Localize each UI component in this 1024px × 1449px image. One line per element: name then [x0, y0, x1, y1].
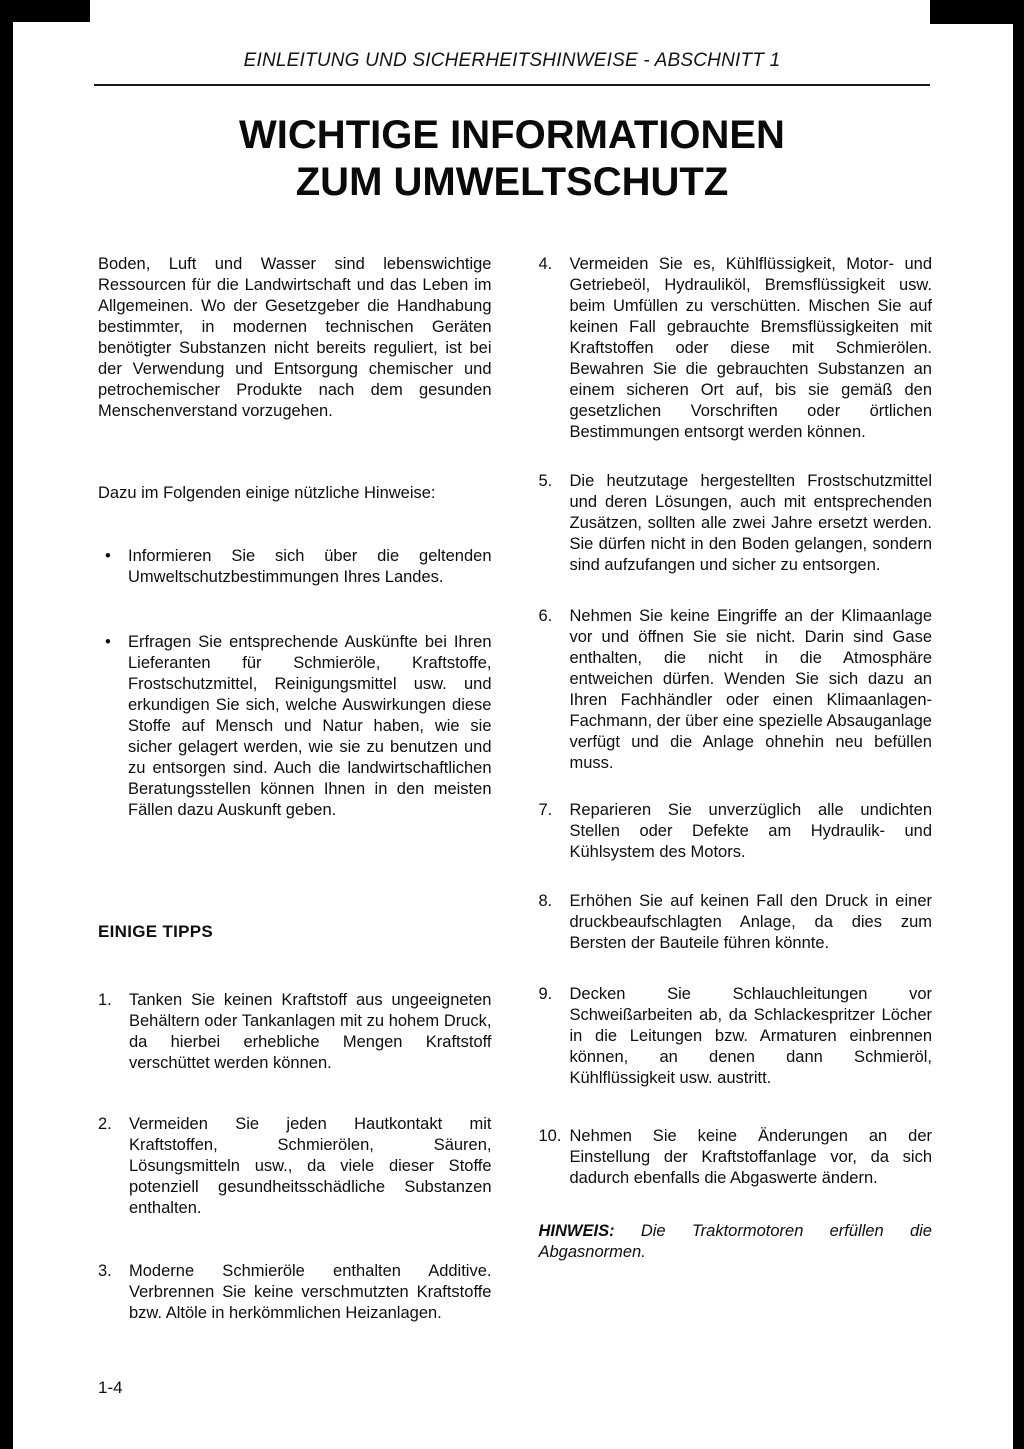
right-column [539, 254, 933, 1398]
page-title-line-1: WICHTIGE INFORMATIONEN [239, 113, 785, 157]
note-paragraph [539, 1221, 933, 1263]
intro-paragraph: Boden, Luft und Wasser sind lebenswichtige Ressourcen für die Landwirtschaft und das Leben im Allgemeinen. Wo der Gesetzgeber die Handhabung bestimmter, in modernen technischen Geräten benötigter Substanzen nicht bereits reguliert, ist bei der Verwendung und Entsorgung chemischer und petrochemischer Produkte nach dem gesunden Menschenverstand vorzugehen. [98, 255, 492, 420]
page-title [0, 112, 1024, 206]
item-number: 1. [98, 991, 112, 1009]
scan-artifact-left-edge [0, 0, 13, 1449]
numbered-item [539, 254, 933, 443]
item-number: 8. [538, 892, 553, 910]
numbered-item [539, 891, 933, 954]
item-text: Vermeiden Sie jeden Hautkontakt mit Kraftstoffen, Schmierölen, Säuren, Lösungsmitteln usw., da viele dieser Stoffe potenziell gesundheitsschädliche Substanzen enthalten. [129, 1115, 492, 1217]
item-number: 3. [98, 1262, 112, 1280]
two-column-body [0, 254, 1024, 1398]
left-column [98, 254, 492, 1398]
numbered-item [539, 471, 933, 576]
scan-artifact-top-left [0, 0, 90, 22]
numbered-item [539, 800, 933, 863]
item-number: 4. [538, 255, 553, 273]
bullet-text: Informieren Sie sich über die geltenden Umweltschutzbestimmungen Ihres Landes. [128, 547, 492, 586]
bullet-item [98, 546, 492, 588]
tips-heading: EINIGE TIPPS [98, 922, 214, 941]
numbered-item [98, 1261, 492, 1324]
header-rule [94, 84, 930, 86]
item-text: Nehmen Sie keine Eingriffe an der Klimaanlage vor und öffnen Sie sie nicht. Darin sind Gase enthalten, die nicht in die Atmosphäre entweichen dürfen. Wenden Sie sich dazu an Ihren Fachhändler oder einen Klimaanlagen-Fachmann, der über eine spezielle Absauganlage verfügt und die Anlage ohnehin neu befüllen muss. [569, 607, 932, 772]
item-text: Decken Sie Schlauchleitungen vor Schweißarbeiten ab, da Schlackespritzer Löcher in die Leitungen bzw. Armaturen einbrennen können, an denen dann Schmieröl, Kühlflüssigkeit usw. austritt. [569, 985, 932, 1087]
numbered-item [98, 990, 492, 1074]
numbered-item [539, 1126, 933, 1189]
numbered-item [539, 606, 933, 774]
item-text: Reparieren Sie unverzüglich alle undichten Stellen oder Defekte am Hydraulik- und Kühlsystem des Motors. [569, 801, 932, 861]
item-number: 9. [538, 985, 553, 1003]
scan-artifact-top-right [930, 0, 1024, 24]
bullet-marker: • [105, 547, 111, 565]
item-number: 2. [98, 1115, 112, 1133]
item-text: Tanken Sie keinen Kraftstoff aus ungeeigneten Behältern oder Tankanlagen mit zu hohem Druck, da hierbei erhebliche Mengen Kraftstoff verschüttet werden können. [129, 991, 492, 1072]
note-text: Die Traktormotoren erfüllen die Abgasnormen. [538, 1222, 932, 1261]
item-number: 7. [538, 801, 553, 819]
item-number: 5. [538, 472, 553, 490]
item-text: Moderne Schmieröle enthalten Additive. Verbrennen Sie keine verschmutzten Kraftstoffe bzw. Altöle in herkömmlichen Heizanlagen. [129, 1262, 492, 1322]
page-header [0, 0, 1024, 86]
item-text: Erhöhen Sie auf keinen Fall den Druck in einer druckbeaufschlagten Anlage, da dies zum Bersten der Bauteile führen könnte. [569, 892, 932, 952]
page-title-line-2: ZUM UMWELTSCHUTZ [295, 160, 729, 204]
item-number: 6. [538, 607, 553, 625]
numbered-item [98, 1114, 492, 1219]
page-number: 1-4 [98, 1378, 123, 1397]
bullet-text: Erfragen Sie entsprechende Auskünfte bei Ihren Lieferanten für Schmieröle, Kraftstoffe, Frostschutzmittel, Reinigungsmittel usw. und erkundigen Sie sich, welche Auswirkungen diese Stoffe auf Mensch und Natur haben, wie sie sicher gelagert werden, wie sie zu benutzen und zu entsorgen sind. Auch die landwirtschaftlichen Beratungsstellen können Ihnen in den meisten Fällen dazu Auskunft geben. [128, 633, 492, 819]
lead-paragraph: Dazu im Folgenden einige nützliche Hinweise: [98, 484, 436, 502]
item-text: Nehmen Sie keine Änderungen an der Einstellung der Kraftstoffanlage vor, da sich dadurch ebenfalls die Abgaswerte ändern. [569, 1127, 932, 1187]
section-header-text: EINLEITUNG UND SICHERHEITSHINWEISE - ABSCHNITT 1 [243, 50, 781, 71]
bullet-item [98, 632, 492, 821]
note-label: HINWEIS: [538, 1222, 615, 1240]
item-text: Die heutzutage hergestellten Frostschutzmittel und deren Lösungen, auch mit entsprechenden Zusätzen, sollten alle zwei Jahre ersetzt werden. Sie dürfen nicht in den Boden gelangen, sondern sind aufzufangen und sicher zu entsorgen. [569, 472, 932, 574]
bullet-marker: • [105, 633, 111, 651]
item-number: 10. [538, 1127, 562, 1145]
item-text: Vermeiden Sie es, Kühlflüssigkeit, Motor- und Getriebeöl, Hydrauliköl, Bremsflüssigkeit usw. beim Umfüllen zu verschütten. Mischen Sie auf keinen Fall gebrauchte Bremsflüssigkeiten mit Kraftstoffen oder diese mit Schmierölen. Bewahren Sie die gebrauchten Substanzen an einem sicheren Ort auf, bis sie gemäß den gesetzlichen Vorschriften oder örtlichen Bestimmungen entsorgt werden können. [569, 255, 932, 441]
numbered-item [539, 984, 933, 1089]
scan-artifact-right-edge [1013, 0, 1024, 1449]
